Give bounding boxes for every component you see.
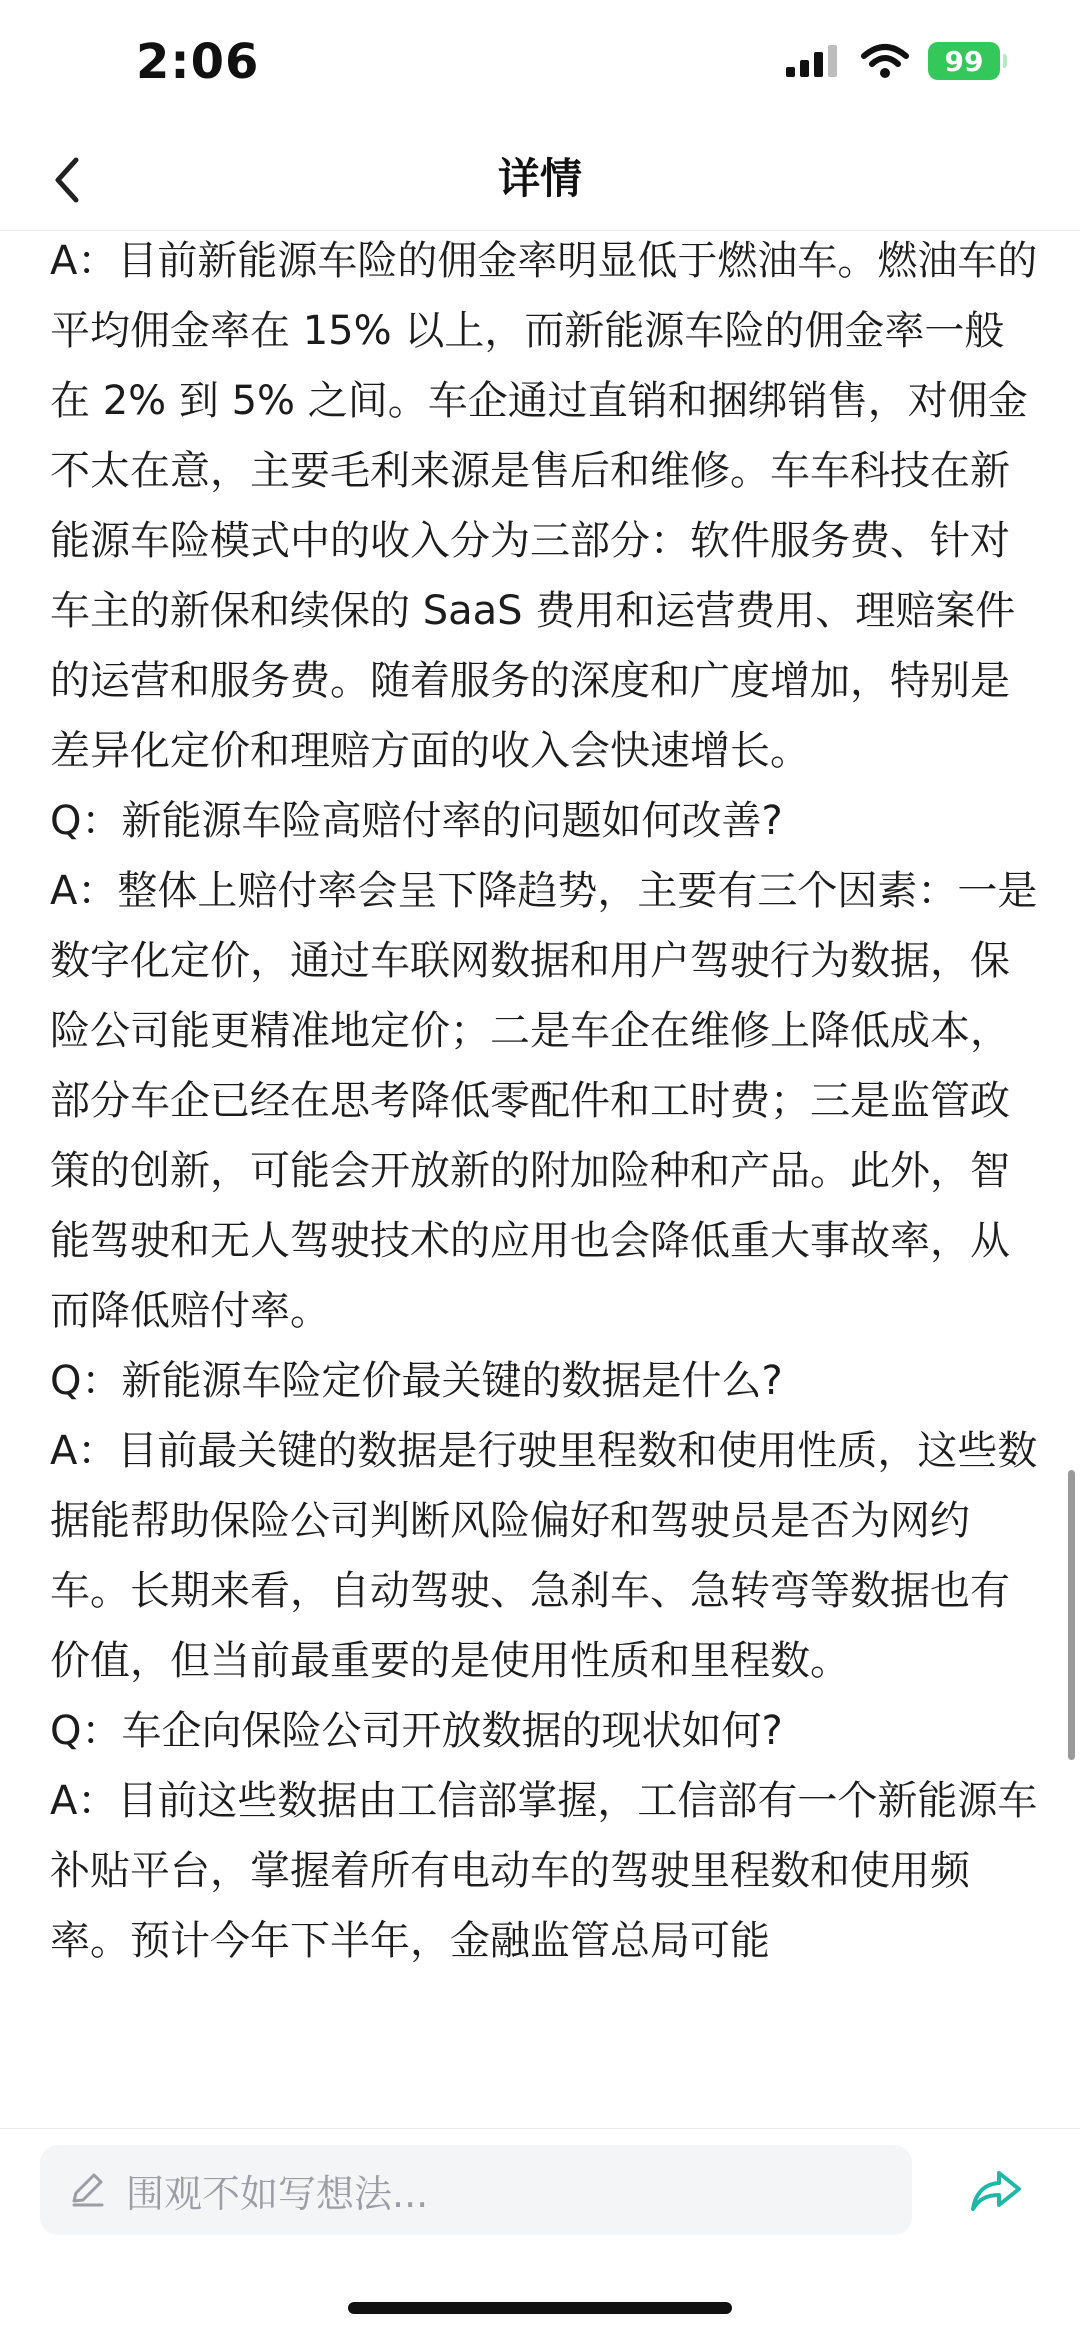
comment-input[interactable] <box>40 2145 912 2235</box>
status-time: 2:06 <box>136 34 260 90</box>
answer-paragraph: A：整体上赔付率会呈下降趋势，主要有三个因素：一是数字化定价，通过车联网数据和用户驾驶行为数据，保险公司能更精准地定价；二是车企在维修上降低成本，部分车企已经在思考降低零配件和工时费；三是监管政策的创新，可能会开放新的附加险种和产品。此外，智能驾驶和无人驾驶技术的应用也会降低重大事故率，从而降低赔付率。 <box>50 868 1038 1334</box>
share-arrow-icon <box>969 2167 1023 2215</box>
question-paragraph: Q：车企向保险公司开放数据的现状如何? <box>50 1708 783 1754</box>
page-title: 详情 <box>497 154 582 203</box>
question-paragraph: Q：新能源车险高赔付率的问题如何改善? <box>50 798 783 844</box>
comment-placeholder: 围观不如写想法... <box>126 2171 429 2216</box>
bottom-bar <box>0 2128 1080 2338</box>
article-content[interactable] <box>50 226 1040 2126</box>
battery-indicator <box>928 42 1000 80</box>
answer-paragraph: A：目前这些数据由工信部掌握，工信部有一个新能源车补贴平台，掌握着所有电动车的驾驶里程数和使用频率。预计今年下半年，金融监管总局可能 <box>50 1778 1038 1964</box>
answer-paragraph: A：目前最关键的数据是行驶里程数和使用性质，这些数据能帮助保险公司判断风险偏好和驾驶员是否为网约车。长期来看，自动驾驶、急刹车、急转弯等数据也有价值，但当前最重要的是使用性质和里程数。 <box>50 1428 1038 1684</box>
scrollbar[interactable] <box>1068 1470 1075 1760</box>
status-bar <box>0 0 1080 130</box>
navigation-bar <box>0 130 1080 231</box>
pencil-icon <box>68 2171 106 2209</box>
cellular-signal-icon <box>784 43 842 79</box>
question-paragraph: Q：新能源车险定价最关键的数据是什么? <box>50 1358 783 1404</box>
status-icons <box>784 42 1000 80</box>
home-indicator <box>348 2302 732 2314</box>
answer-paragraph: A：目前新能源车险的佣金率明显低于燃油车。燃油车的平均佣金率在 15% 以上，而新能源车险的佣金率一般在 2% 到 5% 之间。车企通过直销和捆绑销售，对佣金不太在意，主要毛利来源是售后和维修。车车科技在新能源车险模式中的收入分为三部分：软件服务费、针对车主的新保和续保的 SaaS 费用和运营费用、理赔案件的运营和服务费。随着服务的深度和广度增加，特别是差异化定价和理赔方面的收入会快速增长。 <box>50 238 1038 774</box>
battery-level: 99 <box>944 44 984 78</box>
share-button[interactable] <box>964 2159 1028 2223</box>
wifi-icon <box>860 42 910 80</box>
